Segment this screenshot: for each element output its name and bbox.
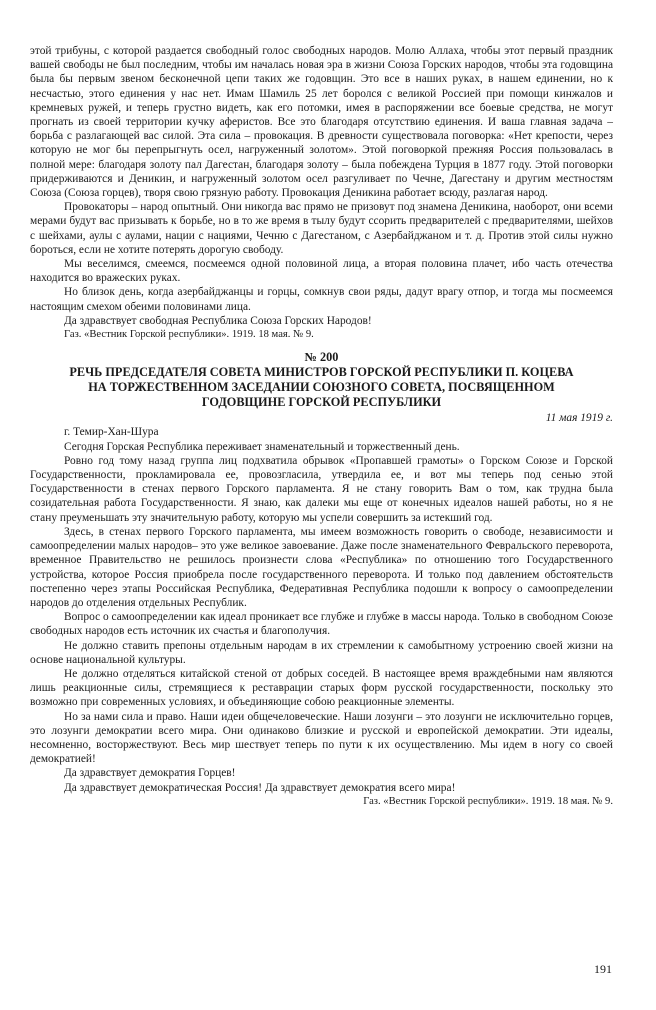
first-document <box>30 44 613 342</box>
paragraph: Но близок день, когда азербайджанцы и горцы, сомкнув свои ряды, дадут врагу отпор, и тогда мы посмеемся настоящим смехом обеими половинами лица. <box>30 286 613 313</box>
paragraph: Провокаторы – народ опытный. Они никогда вас прямо не призовут под знамена Деникина, наоборот, они всеми мерами будут вас призывать к борьбе, но в то же время в тылу будут ссорить предварителей с предварителями, шейхов с шейхами, аулы с аулами, нации с нациями, Чечню с Дагестаном, с Азербайджаном и т. д. Против этой силы нужно бороться, если не хотите потерять дорогую свободу. <box>30 201 613 256</box>
paragraph: Вопрос о самоопределении как идеал проникает все глубже и глубже в массы народа. Только в свободном Союзе свободных народов есть источник их счастья и благополучия. <box>30 611 613 638</box>
paragraph: Мы веселимся, смеемся, посмеемся одной половиной лица, а вторая половина плачет, ибо часть отечества находится во вражеских руках. <box>30 258 613 285</box>
page-body <box>30 44 613 809</box>
document-place: г. Темир-Хан-Шура <box>64 426 159 439</box>
second-document <box>30 350 613 809</box>
document-number: № 200 <box>304 350 339 365</box>
paragraph: Но за нами сила и право. Наши идеи общечеловеческие. Наши лозунги – это лозунги не исключительно горцев, это лозунги демократии всего мира. Они одинаково близкие и русской и европейской демократии. Эти идеалы, несомненно, восторжествуют. Весь мир шествует теперь по пути к их осуществлению. Мы идем в ногу со своей демократией! <box>30 710 613 766</box>
document-title-line: НА ТОРЖЕСТВЕННОМ ЗАСЕДАНИИ СОЮЗНОГО СОВЕТА, ПОСВЯЩЕННОМ <box>88 380 555 395</box>
paragraph: Не должно отделяться китайской стеной от добрых соседей. В настоящее время враждебными нам являются лишь реакционные силы, стремящиеся к реставрации старых форм русской государственности, поскольку это возможно при современных условиях, и объединяющие собою реакционные элементы. <box>30 667 613 709</box>
paragraph: Да здравствует демократия Горцев! <box>64 767 236 780</box>
paragraph: Сегодня Горская Республика переживает знаменательный и торжественный день. <box>64 440 460 453</box>
paragraph: этой трибуны, с которой раздается свободный голос свободных народов. Молю Аллаха, чтобы этот первый праздник вашей свободы не был последним, чтобы им началась новая эра в жизни Союза Горских народов, чтобы эта годовщина была бы первым звеном бесконечной цепи таких же годовщин. Это все в наших руках, в нашем единении, но к несчастью, этого единения у нас нет. Имам Шамиль 25 лет боролся с великой Россией при помощи кинжалов и кремневых ружей, и теперь грустно видеть, как его потомки, имея в распоряжении все боевые средства, не могут прогнать из своей территории кучку аферистов. Все это благодаря отсутствию единения. И ваша главная задача – борьба с разлагающей вас силой. Эта сила – провокация. В древности существовала поговорка: «Нет крепости, через которую не мог бы перепрыгнуть осел, нагруженный золотом». Этой поговоркой прежняя Россия пользовалась в полной мере: благодаря золоту пал Дагестан, благодаря золоту – была побеждена Турция в 1877 году. Этой поговорки придерживаются и Деникин, и нагруженный золотом осел разгуливает по Чечне, Дагестану и другим местностям Союза (Союза горцев), творя свою грязную работу. Провокация Деникина работает всюду, разлагая народ. <box>30 45 613 200</box>
source-citation: Газ. «Вестник Горской республики». 1919. 18 мая. № 9. <box>64 329 314 341</box>
paragraph: Ровно год тому назад группа лиц подхватила обрывок «Пропавшей грамоты» о Горском Союзе и Горской Государственности, прокламировала ее, провозгласила, утвердила ее, и вот мы теперь под сенью этой Государственности в стенах первого Горского парламента. Я не стану говорить Вам о том, как трудна была созидательная работа Государственности. Я знаю, как далеки мы еще от конечных идеалов нашей работы, но я не стану преуменьшать эту значительную работу, которую мы успели совершить за истекший год. <box>30 454 613 524</box>
paragraph: Здесь, в стенах первого Горского парламента, мы имеем возможность говорить о свободе, независимости и самоопределении малых народов– это уже великое завоевание. Даже после знаменательного Февральского переворота, временное Правительство не решилось произнести слова «Республика» по отношению того Государственного устройства, которое Россия приобрела после государственного переворота. И только под давлением обстоятельств постепенно через этапы Российская Республика, Федеративная Республика подошли к вопросу о самоопределении народов до отделения отдельных Республик. <box>30 525 613 609</box>
document-date: 11 мая 1919 г. <box>545 412 613 425</box>
page-number: 191 <box>594 962 612 976</box>
paragraph: Да здравствует демократическая Россия! Да здравствует демократия всего мира! <box>64 781 456 794</box>
document-title-line: РЕЧЬ ПРЕДСЕДАТЕЛЯ СОВЕТА МИНИСТРОВ ГОРСКОЙ РЕСПУБЛИКИ П. КОЦЕВА <box>69 365 574 380</box>
document-title-line: ГОДОВЩИНЕ ГОРСКОЙ РЕСПУБЛИКИ <box>201 395 442 410</box>
source-citation: Газ. «Вестник Горской республики». 1919. 18 мая. № 9. <box>363 795 613 807</box>
paragraph: Не должно ставить препоны отдельным народам в их стремлении к самобытному устроению своей жизни на основе национальной культуры. <box>30 639 613 666</box>
paragraph: Да здравствует свободная Республика Союза Горских Народов! <box>64 314 372 327</box>
